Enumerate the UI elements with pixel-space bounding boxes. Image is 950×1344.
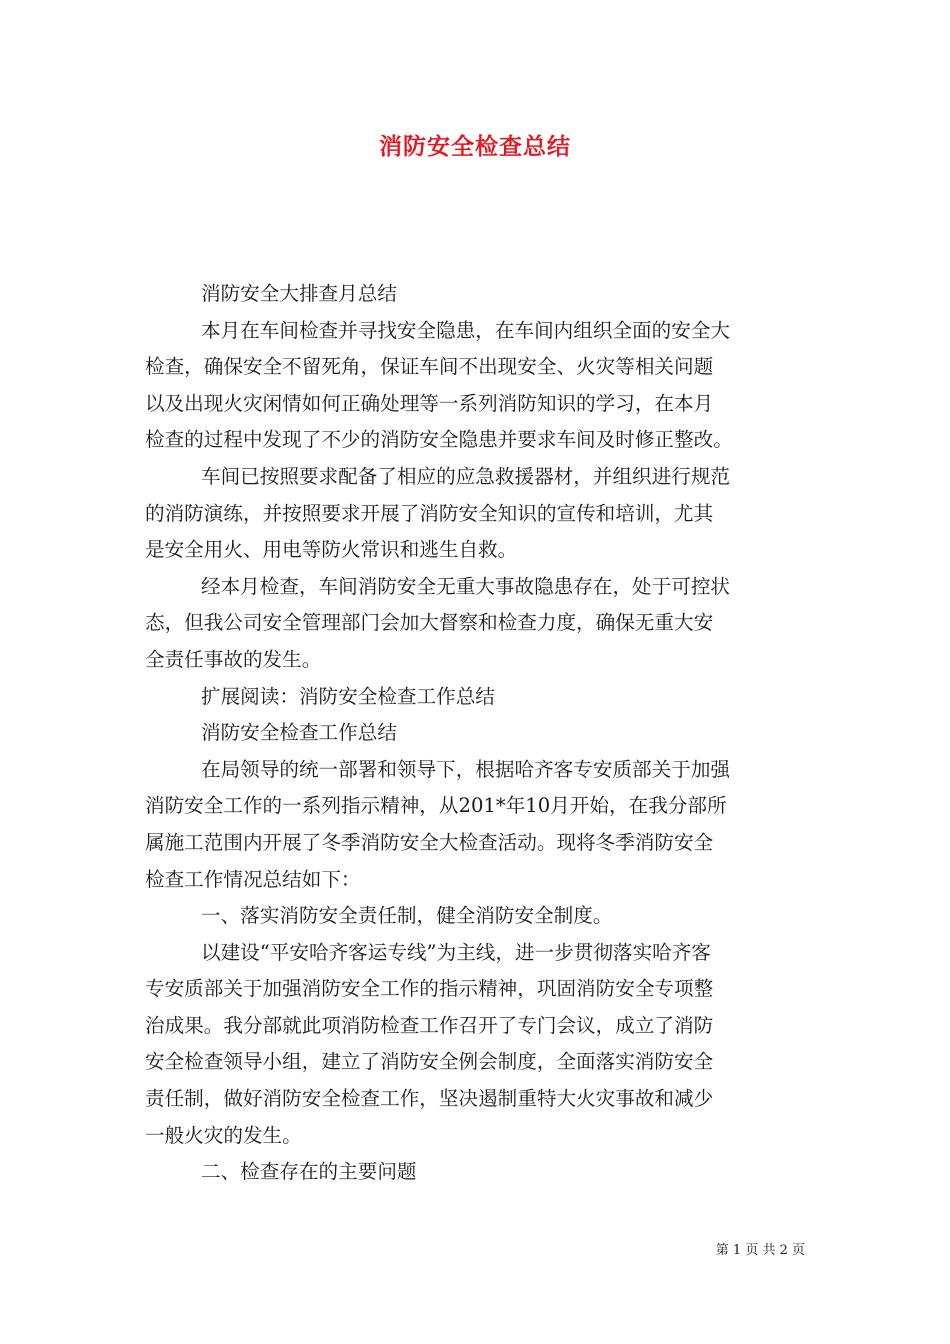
text-line: 扩展阅读：消防安全检查工作总结 [201, 684, 495, 708]
text-line: 全责任事故的发生。 [145, 647, 322, 671]
document-body [145, 276, 807, 1191]
text-line: 检查，确保安全不留死角，保证车间不出现安全、火灾等相关问题 [145, 355, 714, 379]
text-line: 以建设“平安哈齐客运专线”为主线，进一步贯彻落实哈齐客 [201, 940, 711, 964]
text-line: 以及出现火灾闲情如何正确处理等一系列消防知识的学习，在本月 [145, 391, 714, 415]
text-line: 二、检查存在的主要问题 [201, 1160, 417, 1184]
text-line: 责任制，做好消防安全检查工作，坚决遏制重特大火灾事故和减少 [145, 1087, 714, 1111]
text-line: 是安全用火、用电等防火常识和逃生自救。 [145, 538, 518, 562]
text-line: 检查的过程中发现了不少的消防安全隐患并要求车间及时修正整改。 [145, 428, 733, 452]
text-line: 属施工范围内开展了冬季消防安全大检查活动。现将冬季消防安全 [145, 830, 714, 854]
text-line: 在局领导的统一部署和领导下，根据哈齐客专安质部关于加强 [201, 757, 731, 781]
text-line: 车间已按照要求配备了相应的应急救援器材，并组织进行规范 [201, 464, 731, 488]
text-line: 安全检查领导小组，建立了消防安全例会制度，全面落实消防安全 [145, 1050, 714, 1074]
text-line: 态，但我公司安全管理部门会加大督察和检查力度，确保无重大安 [145, 611, 714, 635]
text-line: 的消防演练，并按照要求开展了消防安全知识的宣传和培训，尤其 [145, 501, 714, 525]
text-line: 消防安全工作的一系列指示精神，从201*年10月开始，在我分部所 [145, 794, 727, 818]
page-title: 消防安全检查总结 [379, 134, 571, 160]
text-line: 消防安全检查工作总结 [201, 721, 397, 745]
text-line: 专安质部关于加强消防安全工作的指示精神，巩固消防安全专项整 [145, 977, 714, 1001]
text-line: 消防安全大排查月总结 [201, 282, 397, 305]
text-line: 治成果。我分部就此项消防检查工作召开了专门会议，成立了消防 [145, 1013, 714, 1037]
text-line: 检查工作情况总结如下： [145, 867, 361, 891]
text-line: 一、落实消防安全责任制，健全消防安全制度。 [201, 904, 613, 928]
text-line: 一般火灾的发生。 [145, 1123, 302, 1147]
text-line: 经本月检查，车间消防安全无重大事故隐患存在，处于可控状 [201, 574, 731, 598]
page-number: 第 1 页 共 2 页 [715, 1243, 805, 1258]
text-line: 本月在车间检查并寻找安全隐患，在车间内组织全面的安全大 [201, 318, 731, 342]
